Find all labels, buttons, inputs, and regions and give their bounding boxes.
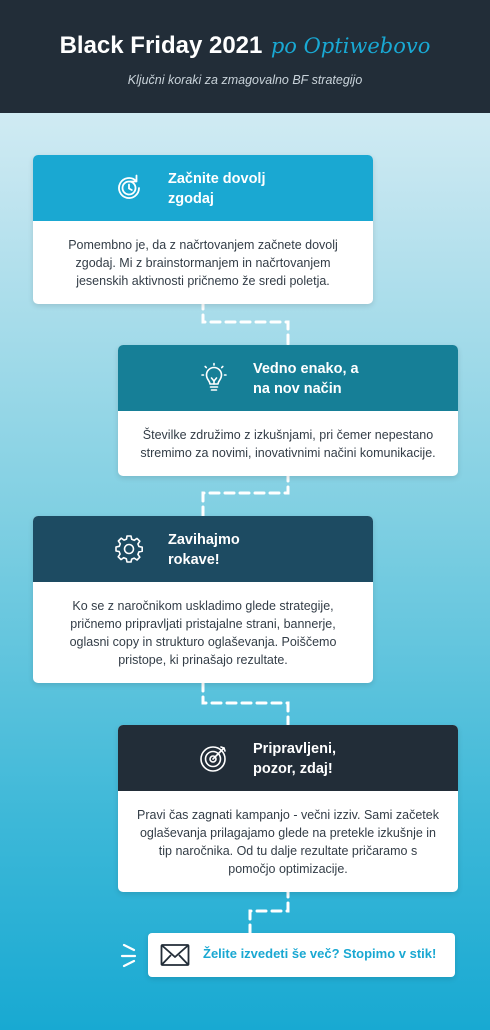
clock-refresh-icon	[113, 172, 145, 204]
step-title-1: Začnite dovolj zgodaj	[168, 171, 266, 207]
step-text-2: Številke združimo z izkušnjami, pri čemer nepestano stremimo za novimi, inovativnimi načini komunikacije.	[140, 428, 436, 460]
step-header-2	[118, 345, 458, 411]
step-card-1	[33, 155, 373, 304]
header	[0, 0, 490, 113]
gear-icon	[113, 533, 145, 565]
brand-logo-text: po Optiwebovo	[270, 34, 431, 58]
step-card-2	[118, 345, 458, 476]
lightbulb-icon	[198, 362, 230, 394]
step-header-3	[33, 516, 373, 582]
connector-1-2	[203, 300, 288, 345]
page-subtitle: Ključni koraki za zmagovalno BF strategijo	[127, 73, 363, 87]
sparkle-lines-icon	[120, 940, 144, 970]
step-text-3: Ko se z naročnikom uskladimo glede strategije, pričnemo pripravljati pristajalne strani, bannerje, oglasni copy in strukturo oglaševanja. Poiščemo pristope, ki prinašajo rezultate.	[69, 599, 337, 667]
envelope-icon	[160, 943, 190, 967]
step-header-4	[118, 725, 458, 791]
step-title-4: Pripravljeni, pozor, zdaj!	[253, 741, 337, 777]
step-title-3: Zavihajmo rokave!	[168, 532, 240, 568]
step-text-4: Pravi čas zagnati kampanjo - večni izziv. Sami začetek oglaševanja prilagajamo glede na pretekle izkušnje in tip naročnika. Od tu dalje rezultate pričaramo s pomočjo optimizacije.	[137, 808, 439, 876]
step-text-1: Pomembno je, da z načrtovanjem začnete dovolj zgodaj. Mi z brainstormanjem in načrtovanjem jesenskih aktivnosti pričnemo že sredi poletja.	[68, 238, 338, 288]
contact-cta-button[interactable]	[148, 933, 455, 977]
page-title: Black Friday 2021	[59, 32, 263, 59]
connector-3-4	[203, 682, 288, 725]
connector-4-cta	[250, 888, 288, 933]
title-row	[0, 32, 490, 60]
step-header-1	[33, 155, 373, 221]
step-card-4	[118, 725, 458, 892]
step-card-3	[33, 516, 373, 683]
cta-label: Želite izvedeti še več? Stopimo v stik!	[203, 946, 437, 961]
step-title-2: Vedno enako, a na nov način	[253, 361, 359, 397]
connector-2-3	[203, 472, 288, 516]
target-icon	[198, 742, 230, 774]
